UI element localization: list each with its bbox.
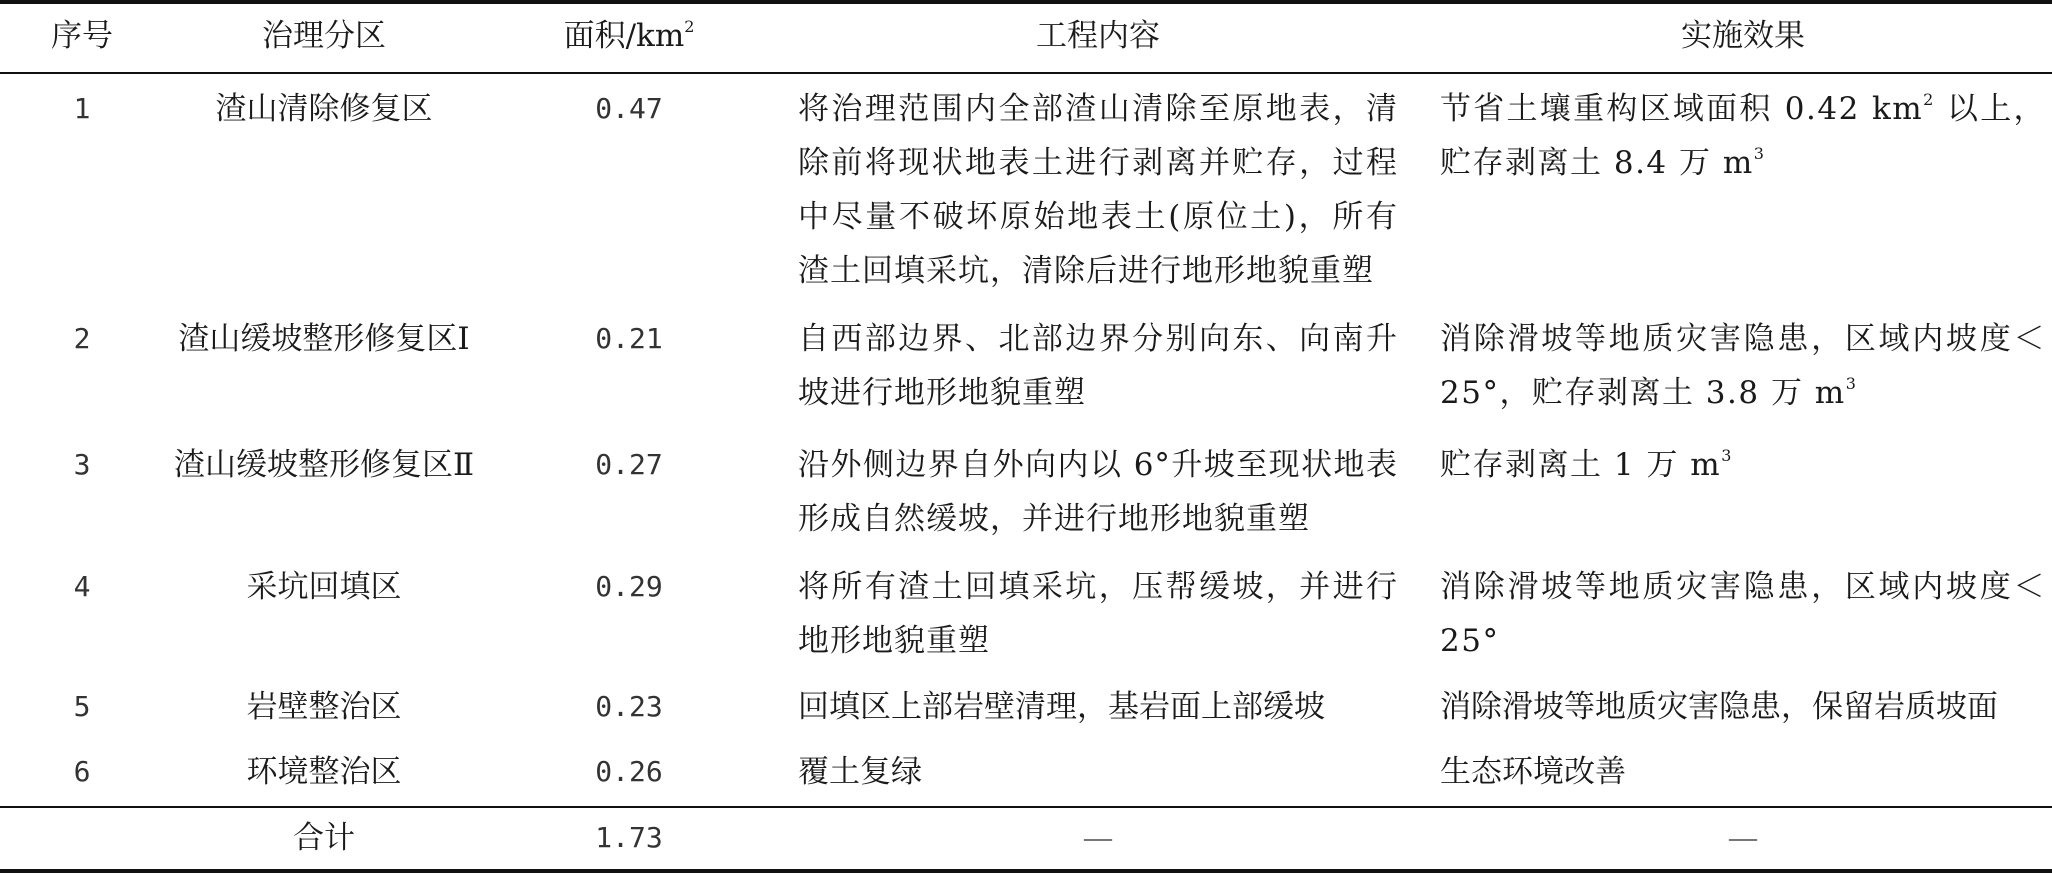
row-1-index: 1 [73,92,91,125]
row-6-effect: 生态环境改善 [1440,754,1626,790]
row-2-content: 自西部边界、北部边界分别向东、向南升坡进行地形地貌重塑 [798,321,1398,411]
row-3-effect-text: 贮存剥离土 1 万 m [1440,447,1722,483]
row-3-zone: 渣山缓坡整形修复区Ⅱ [173,447,475,483]
row-3-effect [1440,438,2046,492]
total-label: 合计 [293,820,355,856]
row-2-effect-sup: 3 [1845,374,1858,393]
row-5-index: 5 [73,690,91,723]
row-6-zone: 环境整治区 [246,754,402,790]
header-area-sup: 2 [684,17,695,36]
total-effect: — [1727,820,1759,856]
row-1-effect [1440,82,2046,190]
header-zone: 治理分区 [262,18,386,54]
row-3-index: 3 [73,448,91,481]
row-6-index: 6 [73,755,91,788]
total-top-rule [0,806,2052,808]
row-4-zone: 采坑回填区 [246,569,402,605]
row-1-area: 0.47 [595,92,663,125]
header-area [484,12,774,60]
header-content: 工程内容 [1036,18,1160,54]
row-2-index: 2 [73,322,91,355]
row-3-area: 0.27 [595,448,663,481]
row-3-content: 沿外侧边界自外向内以 6°升坡至现状地表形成自然缓坡，并进行地形地貌重塑 [798,447,1398,537]
row-6-content: 覆土复绿 [798,754,922,790]
row-2-effect-text: 消除滑坡等地质灾害隐患，区域内坡度＜25°，贮存剥离土 3.8 万 m [1440,321,2046,411]
table-bottom-rule [0,869,2052,873]
header-effect: 实施效果 [1681,18,1805,54]
row-5-area: 0.23 [595,690,663,723]
row-4-index: 4 [73,570,91,603]
row-5-zone: 岩壁整治区 [246,689,402,725]
total-area: 1.73 [595,821,663,854]
row-1-content: 将治理范围内全部渣山清除至原地表，清除前将现状地表土进行剥离并贮存，过程中尽量不破坏原始地表土(原位土)，所有渣土回填采坑，清除后进行地形地貌重塑 [798,91,1398,289]
row-1-effect-text-b: 以上，贮存剥离土 8.4 万 m [1440,91,2046,181]
row-3-effect-sup: 3 [1721,446,1733,465]
header-index: 序号 [51,18,113,54]
table-top-rule [0,0,2052,4]
row-5-effect: 消除滑坡等地质灾害隐患，保留岩质坡面 [1440,689,1998,725]
row-1-effect-sup-a: 2 [1923,90,1935,109]
row-2-zone: 渣山缓坡整形修复区Ⅰ [178,321,470,357]
row-1-effect-text-a: 节省土壤重构区域面积 0.42 km [1440,91,1924,127]
row-4-content: 将所有渣土回填采坑，压帮缓坡，并进行地形地貌重塑 [798,569,1398,659]
row-6-area: 0.26 [595,755,663,788]
row-1-zone: 渣山清除修复区 [215,91,433,127]
total-content: — [1082,820,1114,856]
row-4-area: 0.29 [595,570,663,603]
row-2-effect [1440,312,2046,420]
row-4-effect: 消除滑坡等地质灾害隐患，区域内坡度＜25° [1440,569,2046,659]
header-area-text: 面积/km [563,18,685,54]
row-2-area: 0.21 [595,322,663,355]
header-bottom-rule [0,72,2052,74]
row-5-content: 回填区上部岩壁清理，基岩面上部缓坡 [798,689,1325,725]
row-1-effect-sup-b: 3 [1753,144,1766,163]
